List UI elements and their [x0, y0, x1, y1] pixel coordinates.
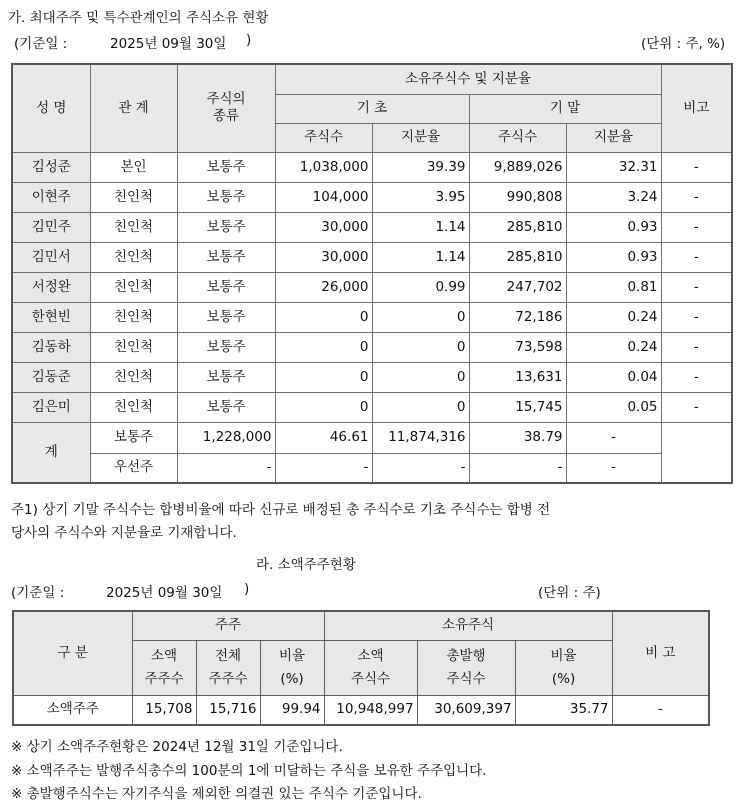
cell-end-ratio: 0.24	[566, 332, 661, 362]
cell-relation: 친인척	[90, 362, 177, 392]
cell-end-ratio: 0.04	[566, 362, 661, 392]
cell-end-shares: 247,702	[469, 272, 566, 302]
t2-header-remark: 비 고	[612, 611, 709, 695]
total-common-end-ratio: 38.79	[469, 422, 566, 453]
cell-relation: 친인척	[90, 212, 177, 242]
t2-issued-shares: 30,609,397	[417, 695, 515, 725]
note1-line1: 주1) 상기 기말 주식수는 합병비율에 따라 신규로 배정된 총 주식수로 기초 주식수는 합병 전	[11, 502, 551, 518]
cell-begin-shares: 0	[275, 302, 372, 332]
cell-remark: -	[661, 272, 732, 302]
table-row	[12, 152, 732, 182]
header-end-shares: 주식수	[469, 123, 566, 152]
table-row	[12, 362, 732, 392]
cell-begin-shares: 0	[275, 332, 372, 362]
cell-relation: 친인척	[90, 302, 177, 332]
cell-relation: 친인척	[90, 242, 177, 272]
cell-end-ratio: 0.93	[566, 212, 661, 242]
cell-relation: 친인척	[90, 272, 177, 302]
cell-end-ratio: 3.24	[566, 182, 661, 212]
notes2-line2: ※ 소액주주는 발행주식총수의 100분의 1에 미달하는 주식을 보유한 주주입니다.	[11, 763, 487, 779]
cell-relation: 친인척	[90, 392, 177, 422]
section2-unit: (단위 : 주)	[538, 585, 601, 601]
total-common-begin-shares: 1,228,000	[177, 422, 275, 453]
t2-share-ratio: 35.77	[515, 695, 612, 725]
cell-remark: -	[661, 182, 732, 212]
cell-type: 보통주	[177, 362, 275, 392]
section1-heading: 가. 최대주주 및 특수관계인의 주식소유 현황	[8, 10, 269, 26]
header-remark: 비고	[661, 64, 732, 152]
cell-begin-shares: 0	[275, 392, 372, 422]
cell-type: 보통주	[177, 392, 275, 422]
cell-begin-ratio: 1.14	[372, 242, 469, 272]
cell-end-shares: 990,808	[469, 182, 566, 212]
cell-name: 이현주	[12, 182, 90, 212]
table-row	[12, 212, 732, 242]
cell-relation: 친인척	[90, 332, 177, 362]
t2-header-issued-shares: 총발행 주식수	[417, 640, 515, 695]
header-begin-ratio: 지분율	[372, 123, 469, 152]
cell-remark: -	[661, 332, 732, 362]
total-common-end-shares: 11,874,316	[372, 422, 469, 453]
total-common-begin-ratio: 46.61	[275, 422, 372, 453]
section2-date-close: )	[244, 581, 250, 597]
table-row	[12, 242, 732, 272]
header-begin: 기 초	[275, 94, 469, 123]
cell-name: 김민서	[12, 242, 90, 272]
total-preferred-remark: -	[566, 453, 661, 483]
cell-relation: 본인	[90, 152, 177, 182]
cell-end-shares: 73,598	[469, 332, 566, 362]
t2-remark: -	[612, 695, 709, 725]
cell-type: 보통주	[177, 332, 275, 362]
cell-type: 보통주	[177, 302, 275, 332]
cell-end-shares: 15,745	[469, 392, 566, 422]
cell-type: 보통주	[177, 212, 275, 242]
cell-remark: -	[661, 242, 732, 272]
t2-header-share-ratio: 비율 (%)	[515, 640, 612, 695]
cell-begin-ratio: 0	[372, 332, 469, 362]
header-stock-type: 주식의 종류	[177, 64, 275, 152]
cell-name: 김성준	[12, 152, 90, 182]
cell-name: 김동준	[12, 362, 90, 392]
cell-end-shares: 285,810	[469, 242, 566, 272]
cell-remark: -	[661, 152, 732, 182]
cell-end-ratio: 32.31	[566, 152, 661, 182]
cell-remark: -	[661, 302, 732, 332]
t2-header-holders: 주주	[132, 611, 324, 640]
cell-type: 보통주	[177, 152, 275, 182]
header-end-ratio: 지분율	[566, 123, 661, 152]
notes2-line1: ※ 상기 소액주주현황은 2024년 12월 31일 기준입니다.	[11, 739, 343, 755]
t2-category: 소액주주	[13, 695, 132, 725]
table-row	[12, 182, 732, 212]
cell-end-shares: 9,889,026	[469, 152, 566, 182]
cell-end-ratio: 0.24	[566, 302, 661, 332]
t2-header-holder-ratio: 비율 (%)	[260, 640, 324, 695]
cell-end-ratio: 0.93	[566, 242, 661, 272]
total-preferred-end-shares: -	[372, 453, 469, 483]
t2-header-total-holders: 전체 주주수	[196, 640, 260, 695]
header-begin-shares: 주식수	[275, 123, 372, 152]
note1-line2: 당사의 주식수와 지분율로 기재합니다.	[11, 525, 237, 541]
notes2-line3: ※ 총발행주식수는 자기주식을 제외한 의결권 있는 주식수 기준입니다.	[11, 786, 422, 802]
t2-header-minor-holders: 소액 주주수	[132, 640, 196, 695]
section1-unit: (단위 : 주, %)	[641, 36, 726, 52]
cell-name: 김은미	[12, 392, 90, 422]
cell-name: 한현빈	[12, 302, 90, 332]
cell-type: 보통주	[177, 242, 275, 272]
cell-type: 보통주	[177, 272, 275, 302]
major-shareholder-table	[11, 63, 733, 484]
cell-begin-shares: 30,000	[275, 212, 372, 242]
cell-begin-ratio: 0	[372, 362, 469, 392]
header-relation: 관 계	[90, 64, 177, 152]
cell-name: 김동하	[12, 332, 90, 362]
cell-end-shares: 13,631	[469, 362, 566, 392]
t2-minor-shares: 10,948,997	[324, 695, 417, 725]
table-row	[12, 272, 732, 302]
section2-date-label: (기준일 :	[11, 585, 65, 601]
header-name: 성 명	[12, 64, 90, 152]
total-preferred-type: 우선주	[90, 453, 177, 483]
cell-begin-ratio: 0	[372, 302, 469, 332]
minority-shareholder-table	[12, 610, 710, 726]
t2-minor-holders: 15,708	[132, 695, 196, 725]
section1-date-value: 2025년 09월 30일	[110, 36, 227, 52]
section1-date-label: (기준일 :	[14, 36, 68, 52]
total-preferred-begin-ratio: -	[275, 453, 372, 483]
cell-begin-shares: 104,000	[275, 182, 372, 212]
cell-remark: -	[661, 392, 732, 422]
table-row	[12, 302, 732, 332]
table-row	[12, 332, 732, 362]
cell-type: 보통주	[177, 182, 275, 212]
cell-relation: 친인척	[90, 182, 177, 212]
cell-begin-shares: 26,000	[275, 272, 372, 302]
cell-begin-ratio: 3.95	[372, 182, 469, 212]
cell-begin-shares: 30,000	[275, 242, 372, 272]
cell-end-shares: 72,186	[469, 302, 566, 332]
t2-header-holdings: 소유주식	[324, 611, 612, 640]
t2-header-category: 구 분	[13, 611, 132, 695]
cell-end-ratio: 0.81	[566, 272, 661, 302]
total-common-remark: -	[566, 422, 661, 453]
cell-remark: -	[661, 212, 732, 242]
cell-begin-ratio: 0	[372, 392, 469, 422]
header-end: 기 말	[469, 94, 661, 123]
table-row	[12, 392, 732, 422]
total-preferred-begin-shares: -	[177, 453, 275, 483]
total-preferred-end-ratio: -	[469, 453, 566, 483]
cell-end-ratio: 0.05	[566, 392, 661, 422]
cell-begin-shares: 0	[275, 362, 372, 392]
section2-heading: 라. 소액주주현황	[256, 557, 356, 573]
t2-holder-ratio: 99.94	[260, 695, 324, 725]
header-holdings: 소유주식수 및 지분율	[275, 64, 661, 94]
total-common-type: 보통주	[90, 422, 177, 453]
cell-name: 김민주	[12, 212, 90, 242]
cell-remark: -	[661, 362, 732, 392]
t2-header-minor-shares: 소액 주식수	[324, 640, 417, 695]
section1-date-close: )	[246, 32, 252, 48]
cell-begin-ratio: 1.14	[372, 212, 469, 242]
t2-total-holders: 15,716	[196, 695, 260, 725]
cell-begin-ratio: 0.99	[372, 272, 469, 302]
section2-date-value: 2025년 09월 30일	[106, 585, 223, 601]
cell-begin-ratio: 39.39	[372, 152, 469, 182]
cell-name: 서정완	[12, 272, 90, 302]
cell-begin-shares: 1,038,000	[275, 152, 372, 182]
total-label: 계	[12, 422, 90, 483]
cell-end-shares: 285,810	[469, 212, 566, 242]
